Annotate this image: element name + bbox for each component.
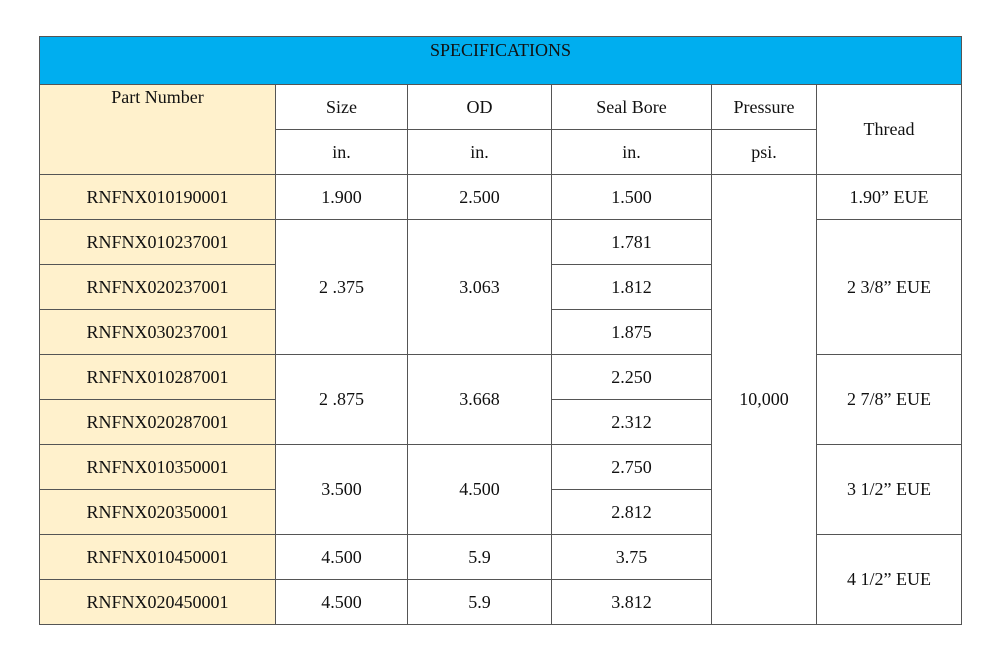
specifications-table (39, 36, 962, 625)
part-number-cell: RNFNX020237001 (40, 265, 276, 310)
seal-bore-cell: 2.312 (552, 400, 712, 445)
header-pressure: Pressure (712, 85, 817, 130)
od-cell: 3.063 (408, 220, 552, 355)
part-number-cell: RNFNX010190001 (40, 175, 276, 220)
size-cell: 4.500 (276, 580, 408, 625)
pressure-cell: 10,000 (712, 175, 817, 625)
part-number-cell: RNFNX010350001 (40, 445, 276, 490)
seal-bore-cell: 1.500 (552, 175, 712, 220)
seal-bore-cell: 2.812 (552, 490, 712, 535)
thread-cell: 2 7/8” EUE (817, 355, 962, 445)
size-cell: 4.500 (276, 535, 408, 580)
unit-od: in. (408, 130, 552, 175)
header-od: OD (408, 85, 552, 130)
thread-cell: 4 1/2” EUE (817, 535, 962, 625)
header-part-number: Part Number (40, 85, 276, 175)
header-seal-bore: Seal Bore (552, 85, 712, 130)
part-number-cell: RNFNX010237001 (40, 220, 276, 265)
unit-seal-bore: in. (552, 130, 712, 175)
part-number-cell: RNFNX030237001 (40, 310, 276, 355)
seal-bore-cell: 3.812 (552, 580, 712, 625)
table-row (40, 355, 962, 400)
part-number-cell: RNFNX010287001 (40, 355, 276, 400)
thread-cell: 2 3/8” EUE (817, 220, 962, 355)
part-number-cell: RNFNX020350001 (40, 490, 276, 535)
header-size: Size (276, 85, 408, 130)
seal-bore-cell: 3.75 (552, 535, 712, 580)
seal-bore-cell: 2.750 (552, 445, 712, 490)
od-cell: 3.668 (408, 355, 552, 445)
size-cell: 2 .375 (276, 220, 408, 355)
od-cell: 4.500 (408, 445, 552, 535)
od-cell: 5.9 (408, 580, 552, 625)
table-row (40, 535, 962, 580)
table-row (40, 175, 962, 220)
table-row (40, 220, 962, 265)
table-row (40, 445, 962, 490)
unit-pressure: psi. (712, 130, 817, 175)
unit-size: in. (276, 130, 408, 175)
table-title: SPECIFICATIONS (40, 37, 962, 85)
size-cell: 3.500 (276, 445, 408, 535)
od-cell: 2.500 (408, 175, 552, 220)
size-cell: 2 .875 (276, 355, 408, 445)
header-thread: Thread (817, 85, 962, 175)
thread-cell: 1.90” EUE (817, 175, 962, 220)
part-number-cell: RNFNX020287001 (40, 400, 276, 445)
seal-bore-cell: 1.875 (552, 310, 712, 355)
thread-cell: 3 1/2” EUE (817, 445, 962, 535)
seal-bore-cell: 1.812 (552, 265, 712, 310)
size-cell: 1.900 (276, 175, 408, 220)
part-number-cell: RNFNX020450001 (40, 580, 276, 625)
od-cell: 5.9 (408, 535, 552, 580)
seal-bore-cell: 1.781 (552, 220, 712, 265)
seal-bore-cell: 2.250 (552, 355, 712, 400)
part-number-cell: RNFNX010450001 (40, 535, 276, 580)
